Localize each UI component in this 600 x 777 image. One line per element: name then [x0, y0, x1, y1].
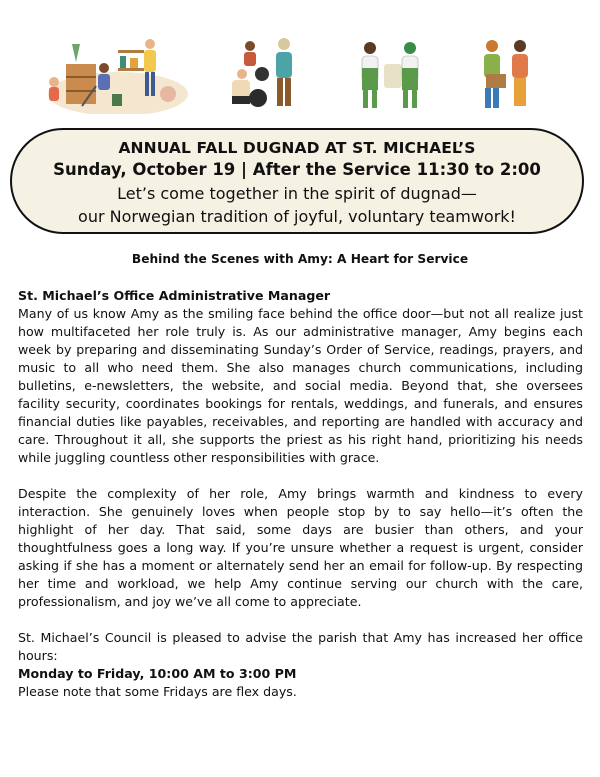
volunteers-illustration: [0, 34, 600, 114]
role-heading: St. Michael’s Office Administrative Manager: [18, 288, 331, 303]
paragraph-3: St. Michael’s Council is pleased to advise the parish that Amy has increased her office hours:: [18, 630, 583, 663]
event-tagline-1: Let’s come together in the spirit of dugnad—: [117, 184, 477, 203]
article-body: [18, 287, 583, 701]
flex-days-note: Please note that some Fridays are flex days.: [18, 684, 297, 699]
cleaning-scene-illustration: [48, 39, 188, 114]
paragraph-2: Despite the complexity of her role, Amy brings warmth and kindness to every interaction. She genuinely loves when people stop by to say hello—it’s often the highlight of her day. That said, some days are busier than others, and your thoughtfulness goes a long way. If you’re unsure whether a request is urgent, consider asking if she has a moment or alternately send her an email for follow-up. By respecting her time and workload, we help Amy continue serving our church with the care, professionalism, and joy we’ve all come to appreciate.: [18, 486, 583, 609]
article-subheading: Behind the Scenes with Amy: A Heart for Service: [131, 252, 469, 266]
event-date: Sunday, October 19 | After the Service 11:30 to 2:00: [53, 160, 541, 179]
volunteers-with-box-illustration: [484, 40, 528, 108]
paragraph-1: Many of us know Amy as the smiling face behind the office door—but not all realize just how multifaceted her role truly is. As our administrative manager, Amy begins each week by preparing and disseminating Sunday’s Order of Service, readings, prayers, and music to all who need them. She also manages church communications, including bulletins, e-newsletters, the website, and social media. Beyond that, she oversees facility security, coordinates bookings for rentals, weddings, and funerals, and ensures financial duties like payables, receivables, and reporting are handled with accuracy and care. Throughout it all, she supports the priest as his right hand, prioritizing his needs while juggling countless other responsibilities with grace.: [18, 306, 583, 465]
event-title: ANNUAL FALL DUGNAD AT ST. MICHAEL’S: [118, 139, 476, 157]
event-tagline-2: our Norwegian tradition of joyful, voluntary teamwork!: [78, 207, 516, 226]
office-hours: Monday to Friday, 10:00 AM to 3:00 PM: [18, 666, 297, 681]
event-banner: [10, 128, 584, 234]
gardeners-illustration: [362, 42, 418, 108]
trash-pickup-illustration: [232, 38, 292, 107]
